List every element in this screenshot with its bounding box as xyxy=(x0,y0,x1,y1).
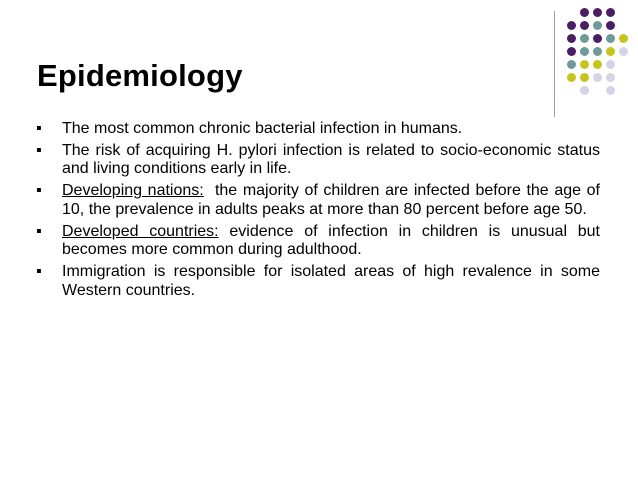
decorative-dot xyxy=(580,60,589,69)
bullet-text: The most common chronic bacterial infection in humans. xyxy=(62,120,463,137)
bullet-icon: ▪ xyxy=(36,222,42,240)
decorative-dot xyxy=(593,60,602,69)
decorative-dot xyxy=(580,86,589,95)
decorative-dot xyxy=(606,8,615,17)
bullet-text: The risk of acquiring H. pylori infection is related to socio-economic status and living conditions early in life. xyxy=(62,141,600,178)
bullet-icon: ▪ xyxy=(36,120,42,137)
bullet-item xyxy=(36,120,600,139)
decorative-dot xyxy=(619,47,628,56)
decorative-dot xyxy=(619,34,628,43)
bullet-icon: ▪ xyxy=(36,141,42,159)
decorative-dot xyxy=(593,73,602,82)
vertical-rule xyxy=(554,11,555,117)
decorative-dot xyxy=(606,60,615,69)
decorative-dot xyxy=(606,34,615,43)
decorative-dot xyxy=(606,86,615,95)
decorative-dot xyxy=(567,73,576,82)
decorative-dot xyxy=(580,8,589,17)
bullet-item xyxy=(36,182,605,219)
slide-title: Epidemiology xyxy=(37,58,243,93)
bullet-item xyxy=(36,222,605,260)
decorative-dot xyxy=(593,47,602,56)
bullet-item xyxy=(36,142,600,179)
decorative-dot xyxy=(593,8,602,17)
decorative-dot xyxy=(606,21,615,30)
decorative-dot xyxy=(567,21,576,30)
bullet-text: Immigration is responsible for isolated areas of high revalence in some Western countries. xyxy=(62,262,600,299)
decorative-dot xyxy=(593,21,602,30)
bullet-icon: ▪ xyxy=(36,262,42,280)
decorative-dot xyxy=(567,34,576,43)
decorative-dot xyxy=(580,34,589,43)
decorative-dot xyxy=(606,47,615,56)
bullet-list xyxy=(36,120,605,303)
decorative-dot xyxy=(580,47,589,56)
decorative-dot xyxy=(567,60,576,69)
bullet-icon: ▪ xyxy=(36,182,42,200)
decorative-dot xyxy=(606,73,615,82)
decorative-dot xyxy=(580,73,589,82)
decorative-dot xyxy=(580,21,589,30)
bullet-lead-underlined: Developing nations: xyxy=(62,182,204,200)
bullet-text: evidence of infection in children is unusual but becomes more common during adulthood. xyxy=(62,222,605,259)
bullet-text: the majority of children are infected before the age of 10, the prevalence in adults peaks at more than 80 percent before age 50. xyxy=(62,182,605,218)
bullet-lead-underlined: Developed countries: xyxy=(62,222,219,240)
bullet-item xyxy=(36,263,600,300)
decorative-dot xyxy=(567,47,576,56)
decorative-dot xyxy=(593,34,602,43)
dot-grid-decoration xyxy=(567,8,633,104)
